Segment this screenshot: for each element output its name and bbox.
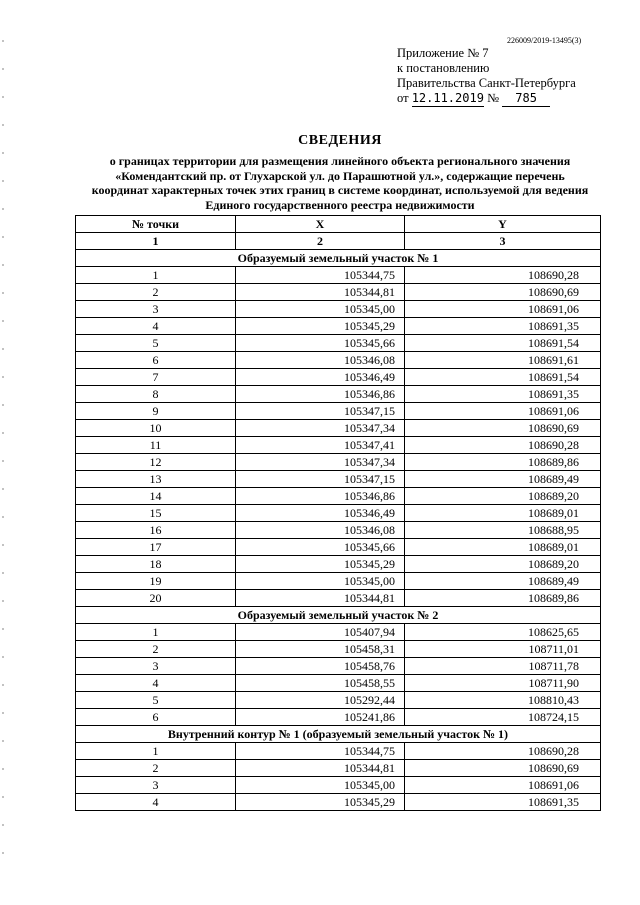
point-number-cell: 20 bbox=[76, 590, 236, 607]
section-header-row bbox=[76, 607, 601, 624]
decree-number: 785 bbox=[502, 91, 550, 107]
point-number-cell: 4 bbox=[76, 318, 236, 335]
section-header-row bbox=[76, 726, 601, 743]
y-coordinate-cell: 108691,35 bbox=[405, 318, 601, 335]
column-index: 2 bbox=[236, 233, 405, 250]
subtitle-line: о границах территории для размещения линейного объекта регионального значения bbox=[109, 154, 571, 168]
y-coordinate-cell: 108690,69 bbox=[405, 760, 601, 777]
y-coordinate-cell: 108691,06 bbox=[405, 403, 601, 420]
table-row bbox=[76, 556, 601, 573]
point-number-cell: 9 bbox=[76, 403, 236, 420]
section-title: Внутренний контур № 1 (образуемый земельный участок № 1) bbox=[76, 726, 601, 743]
point-number-cell: 17 bbox=[76, 539, 236, 556]
x-coordinate-cell: 105407,94 bbox=[236, 624, 405, 641]
x-coordinate-cell: 105347,34 bbox=[236, 420, 405, 437]
y-coordinate-cell: 108690,69 bbox=[405, 420, 601, 437]
table-row bbox=[76, 437, 601, 454]
y-coordinate-cell: 108689,01 bbox=[405, 505, 601, 522]
table-row bbox=[76, 267, 601, 284]
decree-date: 12.11.2019 bbox=[411, 91, 484, 105]
point-number-cell: 6 bbox=[76, 352, 236, 369]
x-coordinate-cell: 105344,81 bbox=[236, 590, 405, 607]
table-row bbox=[76, 624, 601, 641]
x-coordinate-cell: 105346,86 bbox=[236, 488, 405, 505]
y-coordinate-cell: 108691,61 bbox=[405, 352, 601, 369]
table-row bbox=[76, 471, 601, 488]
y-coordinate-cell: 108690,28 bbox=[405, 743, 601, 760]
point-number-cell: 14 bbox=[76, 488, 236, 505]
x-coordinate-cell: 105345,00 bbox=[236, 573, 405, 590]
table-row bbox=[76, 352, 601, 369]
column-index: 3 bbox=[405, 233, 601, 250]
appendix-block bbox=[397, 46, 576, 107]
table-row bbox=[76, 539, 601, 556]
point-number-cell: 4 bbox=[76, 675, 236, 692]
x-coordinate-cell: 105344,75 bbox=[236, 267, 405, 284]
point-number-cell: 10 bbox=[76, 420, 236, 437]
x-coordinate-cell: 105458,55 bbox=[236, 675, 405, 692]
table-header-row bbox=[76, 216, 601, 233]
header-point-number: № точки bbox=[76, 216, 236, 233]
point-number-cell: 2 bbox=[76, 284, 236, 301]
table-row bbox=[76, 522, 601, 539]
table-row bbox=[76, 590, 601, 607]
y-coordinate-cell: 108625,65 bbox=[405, 624, 601, 641]
header-y: Y bbox=[405, 216, 601, 233]
x-coordinate-cell: 105345,29 bbox=[236, 318, 405, 335]
x-coordinate-cell: 105347,15 bbox=[236, 403, 405, 420]
y-coordinate-cell: 108711,90 bbox=[405, 675, 601, 692]
x-coordinate-cell: 105347,41 bbox=[236, 437, 405, 454]
point-number-cell: 8 bbox=[76, 386, 236, 403]
subtitle-line: Единого государственного реестра недвижимости bbox=[205, 197, 475, 212]
x-coordinate-cell: 105344,75 bbox=[236, 743, 405, 760]
y-coordinate-cell: 108689,49 bbox=[405, 573, 601, 590]
x-coordinate-cell: 105346,08 bbox=[236, 522, 405, 539]
point-number-cell: 3 bbox=[76, 658, 236, 675]
document-heading bbox=[60, 133, 620, 212]
table-row bbox=[76, 420, 601, 437]
table-body bbox=[76, 233, 601, 811]
table-row bbox=[76, 743, 601, 760]
table-row bbox=[76, 573, 601, 590]
point-number-cell: 5 bbox=[76, 692, 236, 709]
x-coordinate-cell: 105347,34 bbox=[236, 454, 405, 471]
y-coordinate-cell: 108689,20 bbox=[405, 556, 601, 573]
appendix-date-line bbox=[397, 91, 576, 107]
y-coordinate-cell: 108691,54 bbox=[405, 369, 601, 386]
table-row bbox=[76, 794, 601, 811]
y-coordinate-cell: 108691,06 bbox=[405, 777, 601, 794]
x-coordinate-cell: 105346,49 bbox=[236, 369, 405, 386]
x-coordinate-cell: 105345,29 bbox=[236, 794, 405, 811]
section-title: Образуемый земельный участок № 1 bbox=[76, 250, 601, 267]
x-coordinate-cell: 105344,81 bbox=[236, 284, 405, 301]
point-number-cell: 11 bbox=[76, 437, 236, 454]
point-number-cell: 1 bbox=[76, 743, 236, 760]
y-coordinate-cell: 108688,95 bbox=[405, 522, 601, 539]
point-number-cell: 7 bbox=[76, 369, 236, 386]
x-coordinate-cell: 105292,44 bbox=[236, 692, 405, 709]
point-number-cell: 6 bbox=[76, 709, 236, 726]
x-coordinate-cell: 105345,00 bbox=[236, 777, 405, 794]
x-coordinate-cell: 105346,08 bbox=[236, 352, 405, 369]
table-row bbox=[76, 488, 601, 505]
y-coordinate-cell: 108690,69 bbox=[405, 284, 601, 301]
subtitle-line: координат характерных точек этих границ в системе координат, используемой для ведения bbox=[91, 183, 589, 197]
table-row bbox=[76, 403, 601, 420]
x-coordinate-cell: 105345,00 bbox=[236, 301, 405, 318]
x-coordinate-cell: 105458,76 bbox=[236, 658, 405, 675]
x-coordinate-cell: 105345,29 bbox=[236, 556, 405, 573]
column-index: 1 bbox=[76, 233, 236, 250]
y-coordinate-cell: 108691,06 bbox=[405, 301, 601, 318]
table-row bbox=[76, 777, 601, 794]
subtitle-line: «Комендантский пр. от Глухарской ул. до Парашютной ул.», содержащие перечень bbox=[115, 168, 565, 183]
y-coordinate-cell: 108690,28 bbox=[405, 437, 601, 454]
number-prefix: № bbox=[487, 91, 499, 105]
table-row bbox=[76, 709, 601, 726]
point-number-cell: 12 bbox=[76, 454, 236, 471]
table-row bbox=[76, 386, 601, 403]
scan-margin-marks bbox=[2, 40, 4, 880]
x-coordinate-cell: 105346,86 bbox=[236, 386, 405, 403]
point-number-cell: 13 bbox=[76, 471, 236, 488]
y-coordinate-cell: 108691,35 bbox=[405, 386, 601, 403]
table-row bbox=[76, 454, 601, 471]
y-coordinate-cell: 108689,86 bbox=[405, 590, 601, 607]
table-row bbox=[76, 658, 601, 675]
x-coordinate-cell: 105345,66 bbox=[236, 335, 405, 352]
table-row bbox=[76, 505, 601, 522]
table-row bbox=[76, 335, 601, 352]
point-number-cell: 3 bbox=[76, 301, 236, 318]
y-coordinate-cell: 108689,01 bbox=[405, 539, 601, 556]
date-prefix: от bbox=[397, 91, 409, 105]
table-row bbox=[76, 301, 601, 318]
point-number-cell: 16 bbox=[76, 522, 236, 539]
x-coordinate-cell: 105241,86 bbox=[236, 709, 405, 726]
header-x: X bbox=[236, 216, 405, 233]
y-coordinate-cell: 108711,01 bbox=[405, 641, 601, 658]
point-number-cell: 2 bbox=[76, 760, 236, 777]
point-number-cell: 1 bbox=[76, 624, 236, 641]
point-number-cell: 19 bbox=[76, 573, 236, 590]
x-coordinate-cell: 105344,81 bbox=[236, 760, 405, 777]
y-coordinate-cell: 108691,54 bbox=[405, 335, 601, 352]
point-number-cell: 5 bbox=[76, 335, 236, 352]
point-number-cell: 18 bbox=[76, 556, 236, 573]
y-coordinate-cell: 108689,86 bbox=[405, 454, 601, 471]
point-number-cell: 4 bbox=[76, 794, 236, 811]
appendix-line-3: Правительства Санкт-Петербурга bbox=[397, 76, 576, 90]
table-row bbox=[76, 369, 601, 386]
table-row bbox=[76, 760, 601, 777]
x-coordinate-cell: 105347,15 bbox=[236, 471, 405, 488]
x-coordinate-cell: 105345,66 bbox=[236, 539, 405, 556]
subtitle bbox=[60, 154, 620, 212]
table-row bbox=[76, 675, 601, 692]
point-number-cell: 2 bbox=[76, 641, 236, 658]
y-coordinate-cell: 108689,49 bbox=[405, 471, 601, 488]
appendix-line-2: к постановлению bbox=[397, 61, 490, 75]
table-row bbox=[76, 692, 601, 709]
point-number-cell: 1 bbox=[76, 267, 236, 284]
x-coordinate-cell: 105458,31 bbox=[236, 641, 405, 658]
point-number-cell: 3 bbox=[76, 777, 236, 794]
y-coordinate-cell: 108691,35 bbox=[405, 794, 601, 811]
coordinates-table bbox=[75, 215, 601, 811]
document-number: 226009/2019-13495(3) bbox=[507, 36, 582, 45]
y-coordinate-cell: 108711,78 bbox=[405, 658, 601, 675]
y-coordinate-cell: 108724,15 bbox=[405, 709, 601, 726]
column-index-row bbox=[76, 233, 601, 250]
section-header-row bbox=[76, 250, 601, 267]
table-row bbox=[76, 318, 601, 335]
table-row bbox=[76, 641, 601, 658]
point-number-cell: 15 bbox=[76, 505, 236, 522]
y-coordinate-cell: 108689,20 bbox=[405, 488, 601, 505]
page-title: СВЕДЕНИЯ bbox=[298, 133, 382, 148]
y-coordinate-cell: 108690,28 bbox=[405, 267, 601, 284]
appendix-line-1: Приложение № 7 bbox=[397, 46, 489, 60]
x-coordinate-cell: 105346,49 bbox=[236, 505, 405, 522]
table-row bbox=[76, 284, 601, 301]
section-title: Образуемый земельный участок № 2 bbox=[76, 607, 601, 624]
y-coordinate-cell: 108810,43 bbox=[405, 692, 601, 709]
